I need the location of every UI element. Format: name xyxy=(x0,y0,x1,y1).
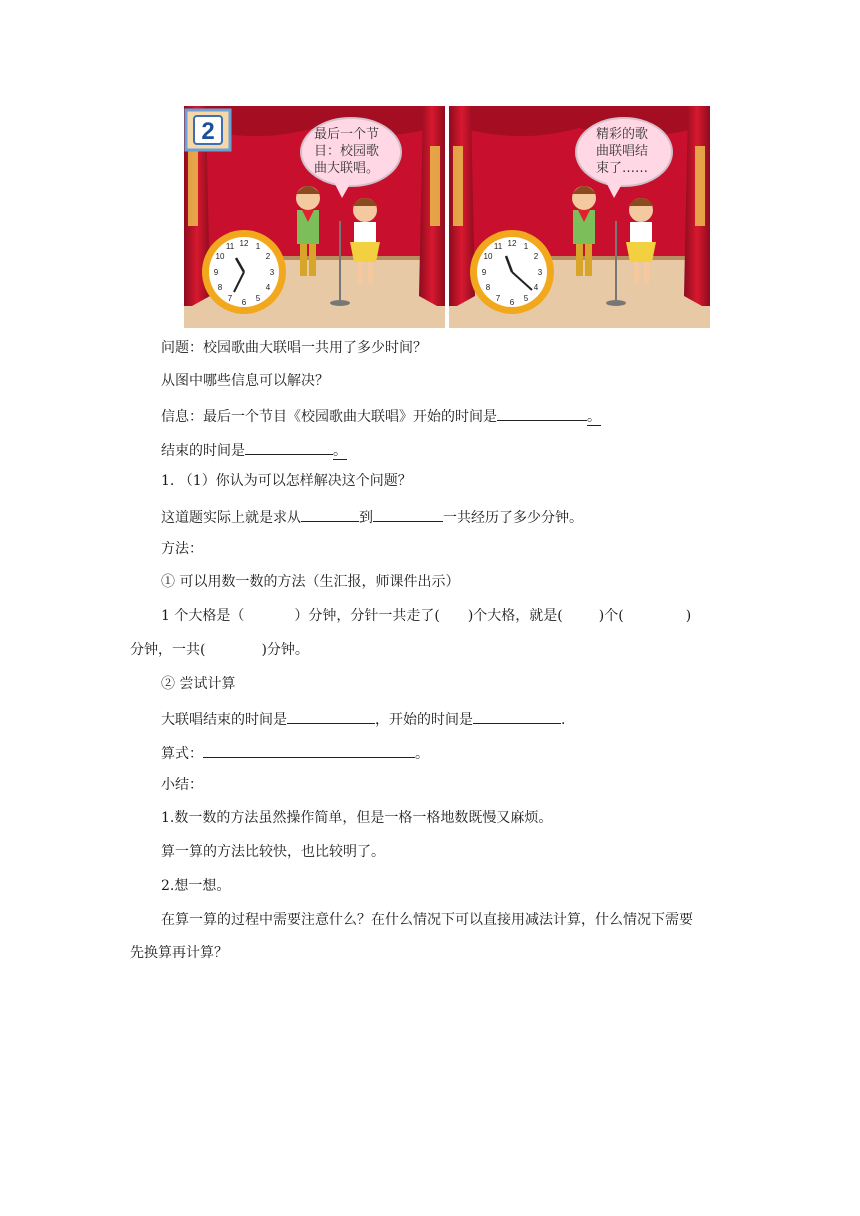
svg-text:10: 10 xyxy=(483,252,493,261)
count-text-e: ) xyxy=(685,608,692,624)
svg-text:5: 5 xyxy=(523,294,529,303)
right-bubble-line: 曲联唱结 xyxy=(596,144,649,159)
count2-text-b: )分钟。 xyxy=(261,642,309,658)
info-start-text: 信息：最后一个节目《校园歌曲大联唱》开始的时间是 xyxy=(161,409,497,425)
svg-text:8: 8 xyxy=(217,283,223,292)
left-panel xyxy=(184,106,445,328)
svg-text:3: 3 xyxy=(537,268,543,277)
svg-text:9: 9 xyxy=(213,268,219,277)
info-end-text: 结束的时间是 xyxy=(161,443,245,459)
think-line-1: 在算一算的过程中需要注意什么？在什么情况下可以直接用减法计算，什么情况下需要 xyxy=(161,912,693,928)
info-start-line xyxy=(161,404,601,427)
calc-line xyxy=(161,707,565,730)
summary-1: 1.数一数的方法虽然操作简单，但是一格一格地数既慢又麻烦。 xyxy=(161,810,553,826)
left-bubble-line: 曲大联唱。 xyxy=(314,161,380,176)
svg-text:2: 2 xyxy=(265,252,271,261)
svg-text:最后一个节 目：校园歌 曲大联唱。 xyxy=(314,126,383,176)
clock-left xyxy=(202,230,286,314)
svg-text:11: 11 xyxy=(225,242,235,251)
end-time-blank[interactable] xyxy=(245,438,333,455)
to-blank[interactable] xyxy=(373,505,443,522)
svg-text:8: 8 xyxy=(485,283,491,292)
start-time-blank[interactable] xyxy=(497,404,587,421)
formula-text-b: 。 xyxy=(415,746,429,762)
count2-line xyxy=(130,640,309,660)
actual-text-b: 到 xyxy=(359,510,373,526)
which-info-line: 从图中哪些信息可以解决？ xyxy=(161,373,329,389)
actual-text-a: 这道题实际上就是求从 xyxy=(161,510,301,526)
q1-line: 1. （1）你认为可以怎样解决这个问题？ xyxy=(161,473,412,489)
svg-text:7: 7 xyxy=(495,294,501,303)
summary-2: 2.想一想。 xyxy=(161,878,231,894)
from-blank[interactable] xyxy=(301,505,359,522)
svg-text:1: 1 xyxy=(523,242,529,251)
actual-text-c: 一共经历了多少分钟。 xyxy=(443,510,583,526)
svg-text:6: 6 xyxy=(241,298,247,307)
think-line-2: 先换算再计算？ xyxy=(130,945,228,961)
formula-line xyxy=(161,741,429,764)
right-bubble-line: 精彩的歌 xyxy=(596,127,649,142)
svg-text:5: 5 xyxy=(255,294,261,303)
question-line: 问题：校园歌曲大联唱一共用了多少时间？ xyxy=(161,340,427,356)
svg-text:7: 7 xyxy=(227,294,233,303)
info-end-end: 。 xyxy=(333,443,347,459)
svg-text:4: 4 xyxy=(265,283,271,292)
svg-text:11: 11 xyxy=(493,242,503,251)
summary-label: 小结： xyxy=(161,777,203,793)
svg-text:6: 6 xyxy=(509,298,515,307)
calc-text-a: 大联唱结束的时间是 xyxy=(161,712,287,728)
svg-text:12: 12 xyxy=(507,239,517,248)
left-bubble-line: 目：校园歌 xyxy=(314,144,380,159)
right-bubble-line: 束了…… xyxy=(596,161,649,176)
left-bubble-line: 最后一个节 xyxy=(314,127,380,142)
svg-text:4: 4 xyxy=(533,283,539,292)
count-text-d: )个( xyxy=(598,608,624,624)
count-line xyxy=(161,606,691,626)
actual-line xyxy=(161,505,583,528)
formula-blank[interactable] xyxy=(203,741,415,758)
info-start-end: 。 xyxy=(587,409,601,425)
svg-text:10: 10 xyxy=(215,252,225,261)
end-time-answer-blank[interactable] xyxy=(287,707,375,724)
number-badge xyxy=(186,110,230,150)
right-panel xyxy=(449,106,710,328)
svg-text:9: 9 xyxy=(481,268,487,277)
formula-text-a: 算式： xyxy=(161,746,203,762)
count2-text-a: 分钟，一共( xyxy=(130,642,206,658)
count-text-b: ）分钟，分针一共走了( xyxy=(294,608,440,624)
method-label: 方法： xyxy=(161,541,203,557)
count-text-a: 1 个大格是（ xyxy=(161,608,245,624)
clock-right xyxy=(470,230,554,314)
info-end-line xyxy=(161,438,347,461)
calc-text-c: . xyxy=(561,712,566,728)
stage-illustration xyxy=(184,106,710,328)
summary-1b: 算一算的方法比较快，也比较明了。 xyxy=(161,844,385,860)
svg-text:精彩的歌 曲联唱结 束了…… xyxy=(596,126,652,176)
svg-text:2: 2 xyxy=(533,252,539,261)
badge-number: 2 xyxy=(201,118,215,145)
svg-text:1: 1 xyxy=(255,242,261,251)
method1-line: ① 可以用数一数的方法（生汇报，师课件出示） xyxy=(161,574,460,590)
count-text-c: )个大格，就是( xyxy=(467,608,563,624)
calc-text-b: ，开始的时间是 xyxy=(375,712,473,728)
start-time-answer-blank[interactable] xyxy=(473,707,561,724)
method2-line: ② 尝试计算 xyxy=(161,676,236,692)
svg-text:3: 3 xyxy=(269,268,275,277)
svg-text:12: 12 xyxy=(239,239,249,248)
